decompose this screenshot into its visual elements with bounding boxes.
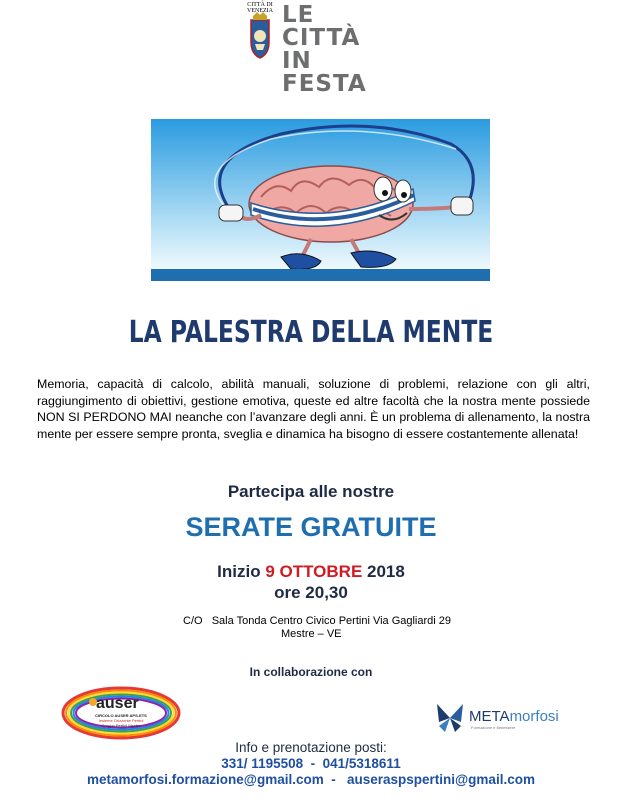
crest-caption: CITTÀ DI VENEZIA bbox=[247, 2, 273, 14]
start-time: ore 20,30 bbox=[274, 583, 348, 602]
meta-subtitle: Formazione e benessere bbox=[471, 725, 516, 730]
auser-sub3: Gruppo Pertini Mestre bbox=[101, 723, 141, 728]
auser-sub1: CIRCOLO AUSER APS-ETS bbox=[95, 713, 147, 718]
info-line: Info e prenotazione posti: bbox=[235, 740, 387, 755]
serate-gratuite-heading: SERATE GRATUITE bbox=[185, 512, 437, 542]
auser-logo bbox=[60, 685, 182, 741]
phone-numbers: 331/ 1195508 - 041/5318611 bbox=[221, 756, 401, 771]
meta-part-a: META bbox=[469, 708, 510, 725]
auser-name: auser bbox=[96, 695, 139, 712]
venue-city: Mestre – VE bbox=[281, 628, 342, 640]
le-citta-in-festa-logo bbox=[282, 4, 367, 96]
start-date-line bbox=[0, 562, 622, 582]
email-addresses: metamorfosi.formazione@gmail.com - auseraspspertini@gmail.com bbox=[87, 772, 535, 787]
collaboration-label: In collaborazione con bbox=[249, 665, 373, 679]
start-prefix: Inizio bbox=[217, 562, 266, 581]
auser-sub2: Insieme Orizzonte Pertini bbox=[98, 718, 144, 723]
festa-line: IN bbox=[282, 48, 312, 74]
start-date: 9 OTTOBRE bbox=[265, 562, 363, 581]
festa-line: LE bbox=[282, 2, 315, 28]
metamorfosi-logo bbox=[435, 700, 575, 736]
festa-line: CITTÀ bbox=[282, 25, 361, 51]
invitation-line: Partecipa alle nostre bbox=[227, 482, 395, 501]
city-crest-logo bbox=[245, 2, 275, 60]
venue-address: C/O Sala Tonda Centro Civico Pertini Via Gagliardi 29 bbox=[183, 615, 452, 627]
brain-jump-rope-illustration bbox=[151, 119, 490, 281]
description-paragraph: Memoria, capacità di calcolo, abilità manuali, soluzione di problemi, relazione con gli altri, raggiungimento di obiettivi, gestione emotiva, queste ed altre facoltà che la nostra mente possiede NON SI PERDONO MAI neanche con l’avanzare degli anni. È un problema di allenamento, la nostra mente per essere sempre pronta, sveglia e dinamica ha bisogno di essere costantemente allenata! bbox=[37, 377, 590, 441]
butterfly-icon bbox=[435, 700, 465, 736]
meta-part-b: morfosi bbox=[509, 708, 559, 725]
start-year: 2018 bbox=[362, 562, 405, 581]
page-title: LA PALESTRA DELLA MENTE bbox=[128, 315, 494, 350]
festa-line: FESTA bbox=[282, 71, 367, 97]
meta-wordmark bbox=[469, 708, 559, 725]
